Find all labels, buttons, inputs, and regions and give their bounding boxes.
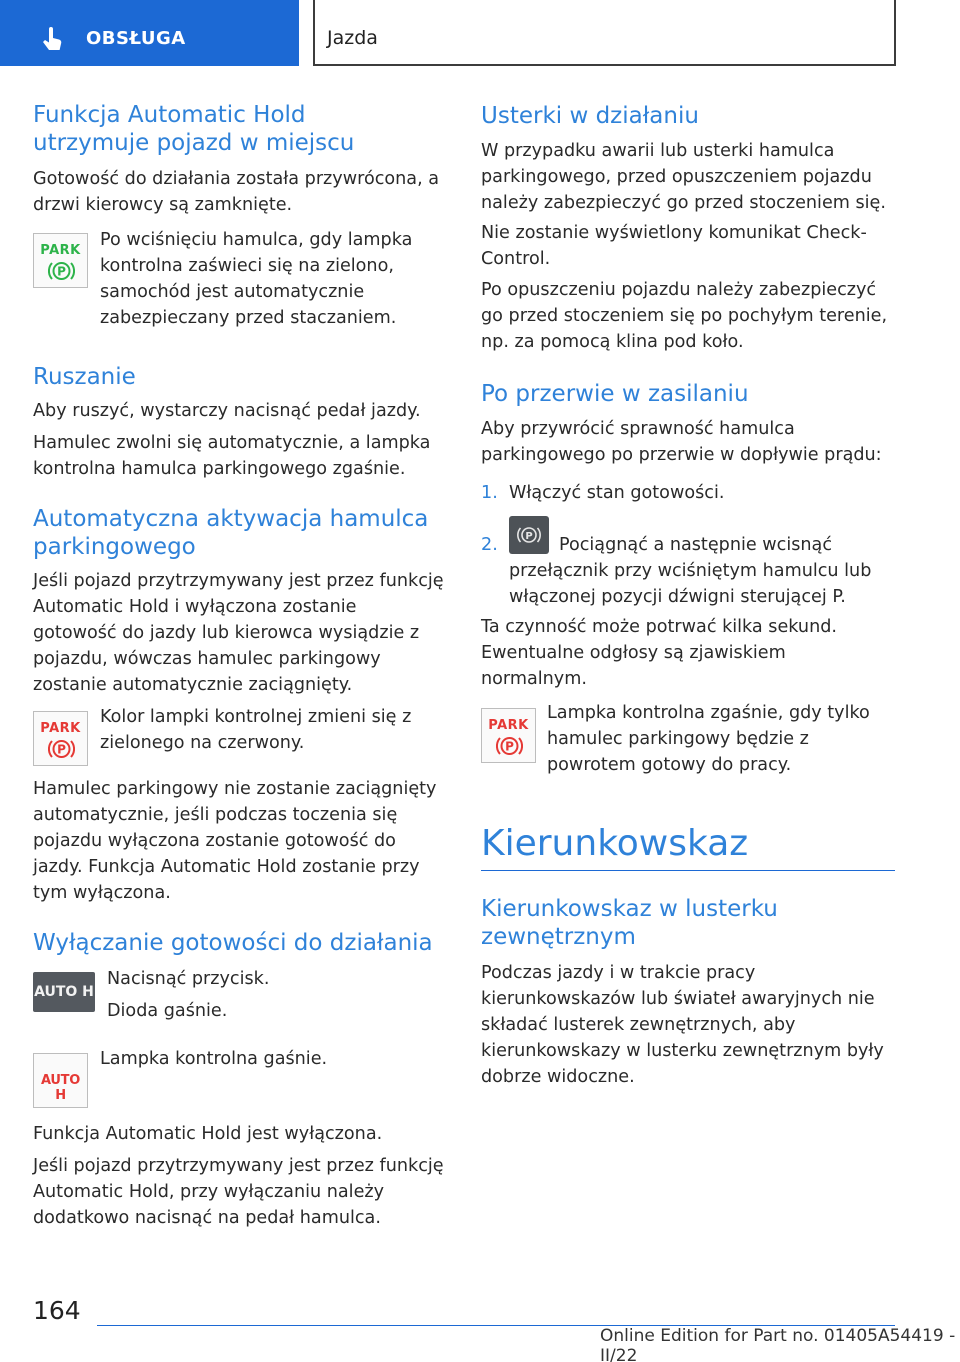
- step-number: 2.: [481, 535, 498, 555]
- button-instruction: Dioda gaśnie.: [107, 1001, 228, 1021]
- svg-text:P: P: [525, 531, 533, 542]
- heading-power-interruption: Po przerwie w zasilaniu: [481, 381, 749, 407]
- parking-brake-icon: [496, 734, 523, 758]
- step-number: 1.: [481, 483, 498, 503]
- paragraph: Aby ruszyć, wystarczy nacisnąć pedał jazdy.: [33, 401, 421, 421]
- paragraph: Gotowość do działania została przywrócona, a drzwi kierowcy są zamknięte.: [33, 169, 440, 215]
- auto-h-label: AUTO H: [34, 984, 94, 1000]
- lamp-off-note: Lampka kontrolna zgaśnie, gdy tylko hamulec parkingowy będzie z powrotem gotowy do pracy.: [547, 703, 870, 775]
- page-number: 164: [33, 1296, 81, 1325]
- paragraph: Hamulec parkingowy nie zostanie zaciągnięty automatycznie, jeśli podczas toczenia się pojazdu wyłączona zostanie gotowość do jazdy. Funkcja Automatic Hold zostanie przy tym wyłączona.: [33, 779, 437, 903]
- auto-h-lamp: [33, 1053, 88, 1108]
- heading-switch-off: Wyłączanie gotowości do działania: [33, 930, 433, 956]
- parking-brake-icon: [48, 259, 75, 283]
- park-green-note: Po wciśnięciu hamulca, gdy lampka kontrolna zaświeci się na zielono, samochód jest automatycznie zabezpieczany przed staczaniem.: [100, 230, 413, 328]
- park-label: PARK: [40, 243, 81, 258]
- chapter-heading-kierunkowskaz: Kierunkowskaz: [481, 823, 749, 864]
- auto-h-button: [33, 972, 95, 1012]
- heading-mirror-indicator: Kierunkowskaz w lusterku zewnętrznym: [481, 896, 778, 950]
- svg-text:P: P: [57, 742, 66, 757]
- edition-note: Online Edition for Part no. 01405A54419 - II/22: [600, 1326, 956, 1362]
- paragraph: Jeśli pojazd przytrzymywany jest przez funkcję Automatic Hold, przy wyłączaniu należy dodatkowo nacisnąć na pedał hamulca.: [33, 1156, 444, 1228]
- park-green-lamp: [33, 233, 88, 288]
- paragraph: Jeśli pojazd przytrzymywany jest przez funkcję Automatic Hold i wyłączona zostanie gotowość do jazdy lub kierowca wysiądzie z pojazdu, wówczas hamulec parkingowy zostanie automatycznie zaciągnięty.: [33, 571, 444, 695]
- breadcrumb-label: Jazda: [327, 27, 378, 49]
- heading-rule: [481, 870, 895, 871]
- hand-pointer-icon: [40, 27, 66, 53]
- heading-faults: Usterki w działaniu: [481, 103, 699, 129]
- park-label: PARK: [40, 721, 81, 736]
- button-instruction: Nacisnąć przycisk.: [107, 969, 270, 989]
- section-tab: [0, 0, 299, 66]
- parking-brake-icon: [48, 737, 75, 761]
- auto-h-label: AUTO H: [41, 1073, 80, 1103]
- paragraph: Po opuszczeniu pojazdu należy zabezpieczyć go przed stoczeniem się po pochyłym terenie, np. za pomocą klina pod koło.: [481, 280, 888, 352]
- svg-text:P: P: [57, 264, 66, 279]
- paragraph: Funkcja Automatic Hold jest wyłączona.: [33, 1124, 383, 1144]
- heading-automatic-activation: Automatyczna aktywacja hamulca parkingowego: [33, 506, 429, 560]
- step-text: Pociągnąć a następnie wcisnąć przełącznik przy wciśniętym hamulcu lub włączonej pozycji dźwigni sterującej P.: [509, 535, 872, 607]
- paragraph: Podczas jazdy i w trakcie pracy kierunkowskazów lub świateł awaryjnych nie składać lusterek zewnętrznych, aby kierunkowskazy w lusterku zewnętrznym były dobrze widoczne.: [481, 963, 884, 1087]
- paragraph: W przypadku awarii lub usterki hamulca parkingowego, przed opuszczeniem pojazdu należy zabezpieczyć go przed stoczeniem się.: [481, 141, 886, 213]
- heading-automatic-hold: Funkcja Automatic Hold utrzymuje pojazd w miejscu: [33, 102, 355, 156]
- paragraph: Nie zostanie wyświetlony komunikat Check-Control.: [481, 223, 867, 269]
- paragraph: Aby przywrócić sprawność hamulca parkingowego po przerwie w dopływie prądu:: [481, 419, 882, 465]
- svg-text:P: P: [505, 739, 514, 754]
- park-red-note: Kolor lampki kontrolnej zmieni się z zielonego na czerwony.: [100, 707, 412, 753]
- step-text: Włączyć stan gotowości.: [509, 483, 725, 503]
- lamp-note: Lampka kontrolna gaśnie.: [100, 1049, 328, 1069]
- park-label: PARK: [488, 718, 529, 733]
- park-red-lamp: [33, 711, 88, 766]
- park-red-lamp: [481, 708, 536, 763]
- paragraph: Hamulec zwolni się automatycznie, a lampka kontrolna hamulca parkingowego zgaśnie.: [33, 433, 431, 479]
- breadcrumb: [313, 0, 896, 66]
- paragraph: Ta czynność może potrwać kilka sekund. Ewentualne odgłosy są zjawiskiem normalnym.: [481, 617, 837, 689]
- section-title: OBSŁUGA: [86, 28, 186, 49]
- heading-ruszanie: Ruszanie: [33, 364, 136, 390]
